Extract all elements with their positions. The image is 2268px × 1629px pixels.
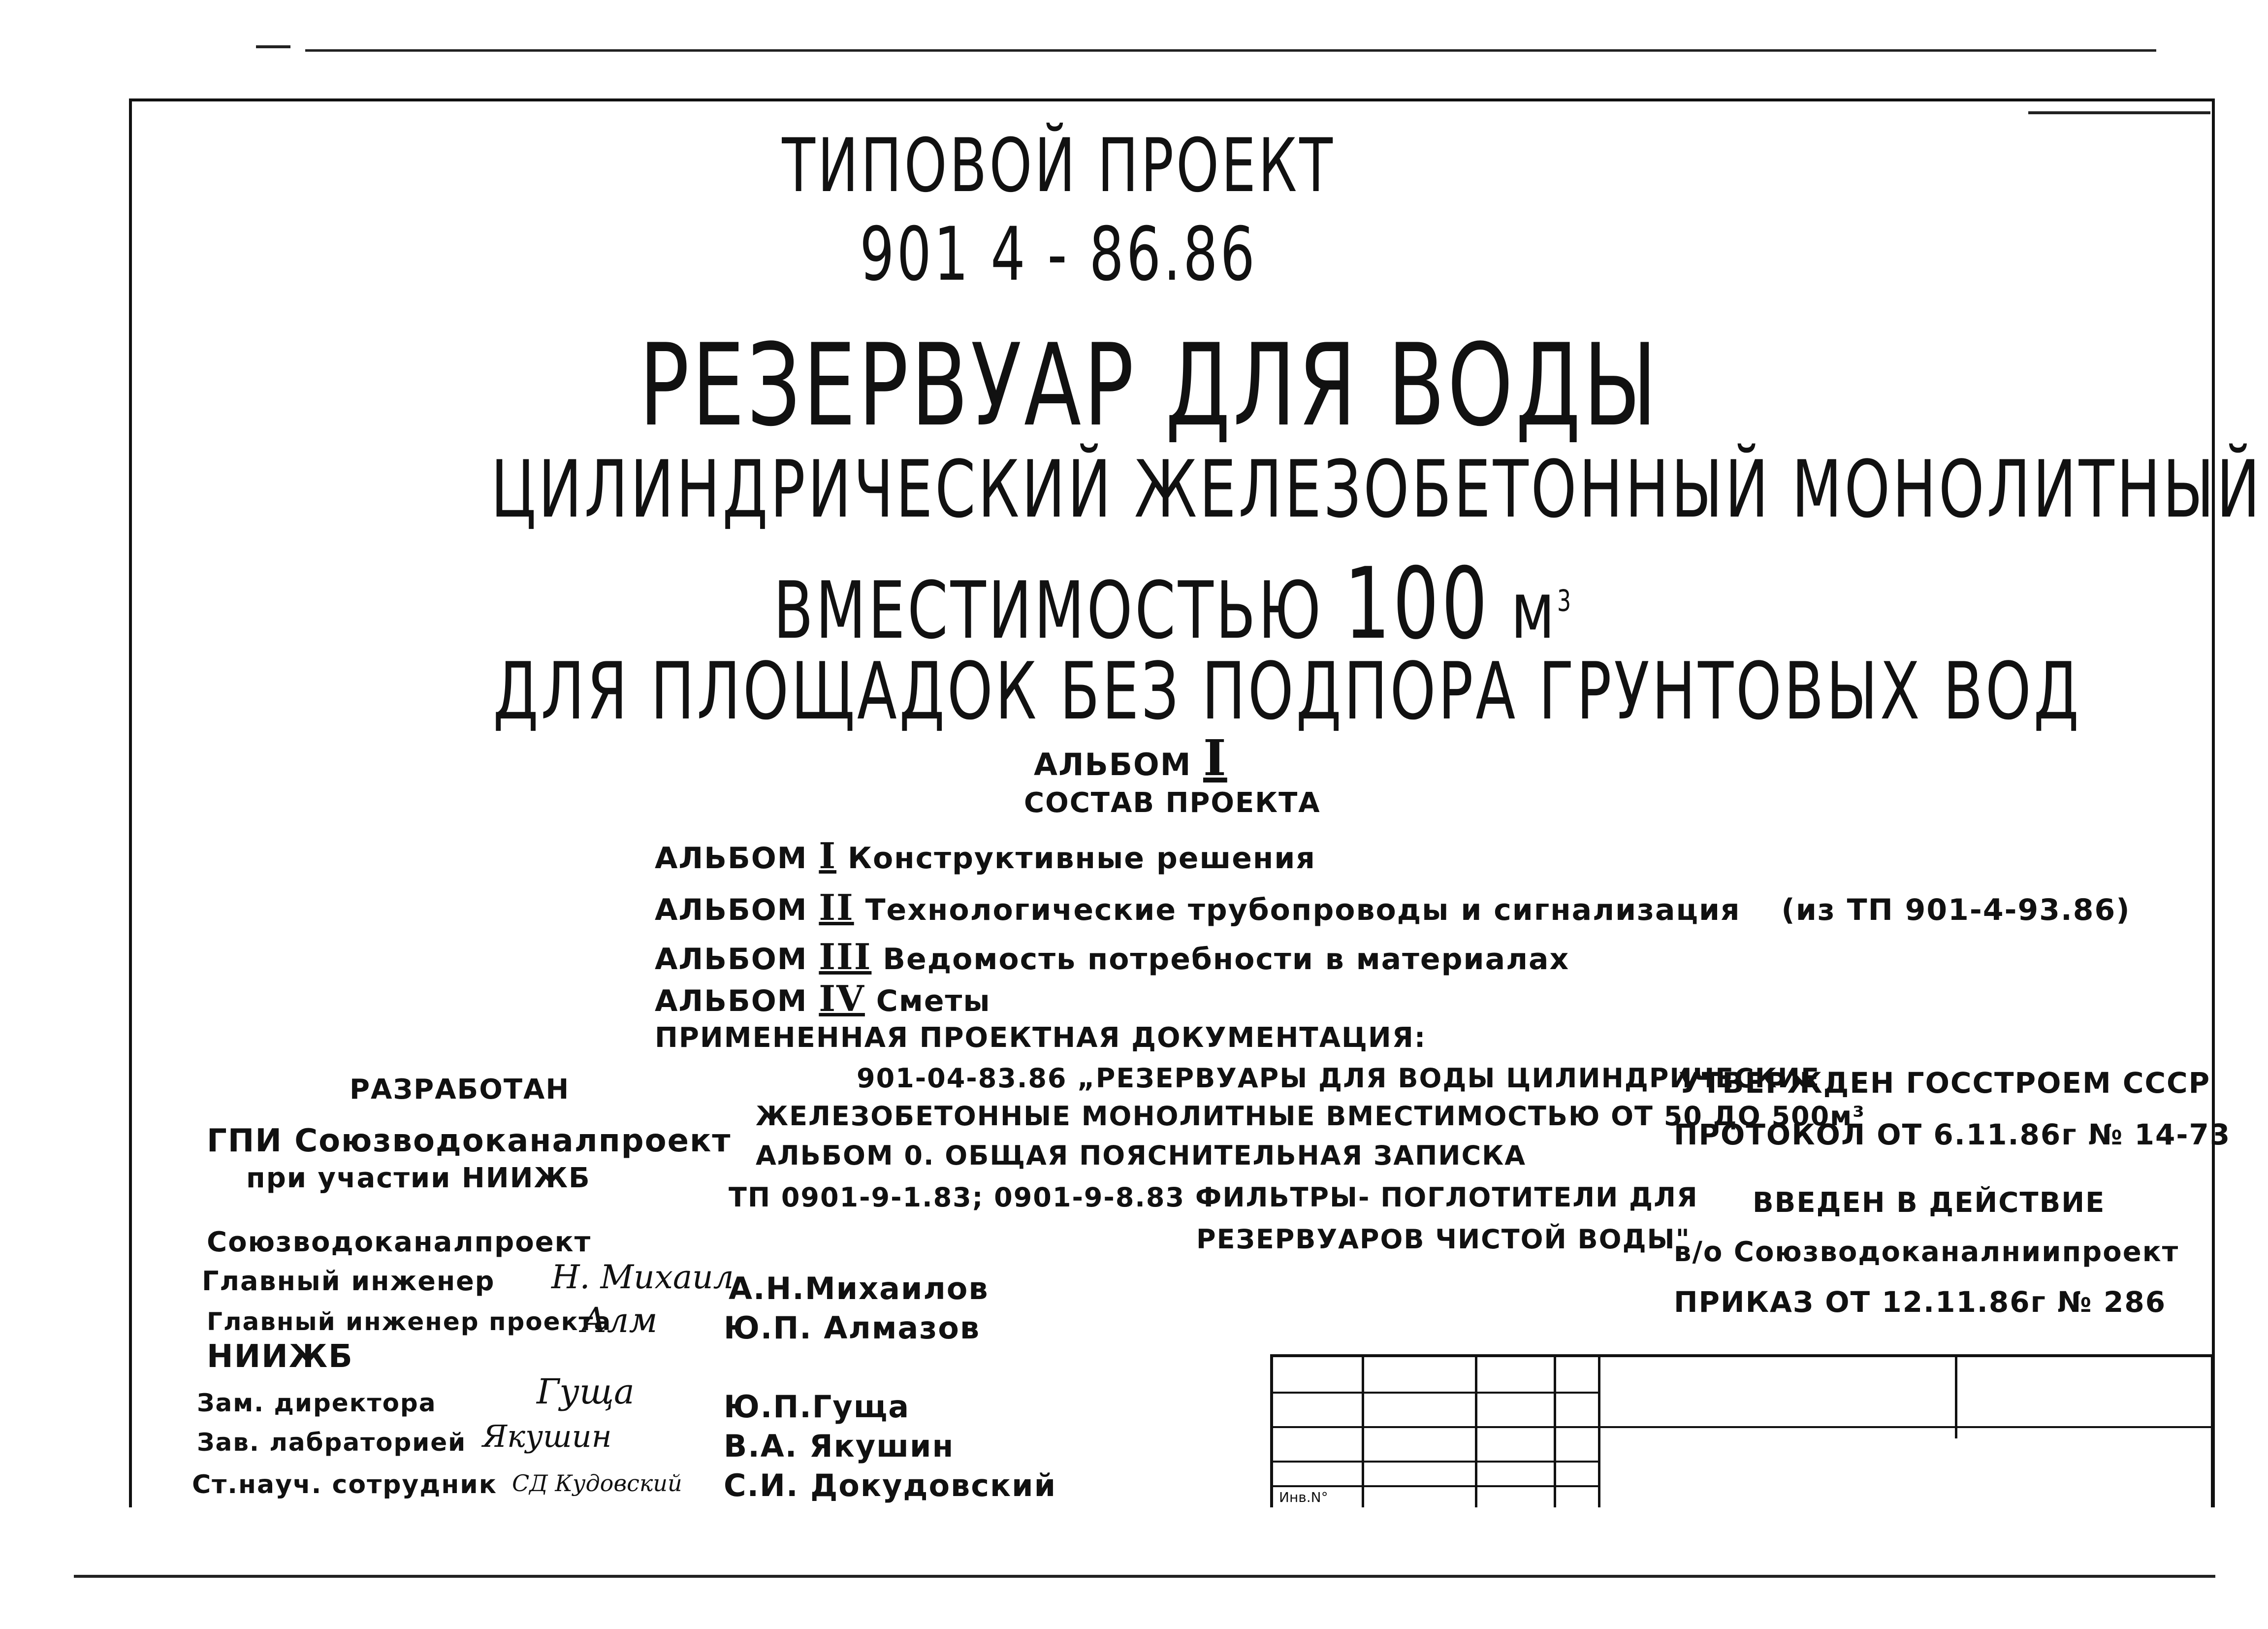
signature-role: Главный инженер <box>202 1266 495 1297</box>
signature-name: А.Н.Михаилов <box>729 1271 989 1306</box>
album-item: АЛЬБОМ I Конструктивные решения <box>655 835 1316 877</box>
bottom-edge-line <box>74 1575 2215 1578</box>
signature-name: Ю.П. Алмазов <box>724 1310 981 1346</box>
approval-line: ВВЕДЕН В ДЕЙСТВИЕ <box>1753 1187 2106 1219</box>
developer-heading: РАЗРАБОТАН <box>350 1074 570 1106</box>
applied-docs-line: ТП 0901-9-1.83; 0901-9-8.83 ФИЛЬТРЫ- ПОГЛОТИТЕЛИ ДЛЯ <box>729 1182 1698 1213</box>
capacity-unit: м <box>1511 564 1557 656</box>
handwritten-signature: СД Кудовский <box>512 1470 682 1497</box>
applied-docs-line: РЕЗЕРВУАРОВ ЧИСТОЙ ВОДЫ" <box>1196 1224 1691 1255</box>
signature-role: Зав. лабраторией <box>197 1428 467 1457</box>
approval-line: ПРИКАЗ ОТ 12.11.86г № 286 <box>1674 1285 2167 1319</box>
handwritten-signature: Алм <box>581 1300 658 1340</box>
signature-name: В.А. Якушин <box>724 1428 955 1464</box>
handwritten-signature: Гуща <box>537 1371 635 1412</box>
developer-participation: при участии НИИЖБ <box>246 1162 591 1194</box>
signature-name: С.И. Докудовский <box>724 1467 1057 1503</box>
album-heading-number: I <box>1203 729 1227 787</box>
capacity-unit-exponent: 3 <box>1557 584 1574 619</box>
title-block-stamp <box>1270 1354 2214 1507</box>
document-subtitle-2 <box>773 547 1574 661</box>
project-number: 901 4 - 86.86 <box>860 212 1257 297</box>
capacity-volume: 100 <box>1344 547 1490 661</box>
signature-name: Ю.П.Гуща <box>724 1389 910 1425</box>
capacity-label: ВМЕСТИМОСТЬЮ <box>773 564 1323 656</box>
applied-docs-line: АЛЬБОМ 0. ОБЩАЯ ПОЯСНИТЕЛЬНАЯ ЗАПИСКА <box>756 1140 1527 1171</box>
inventory-number-label: Инв.N° <box>1279 1489 1328 1505</box>
top-edge-line <box>305 49 2156 52</box>
document-title: РЕЗЕРВУАР ДЛЯ ВОДЫ <box>639 320 1660 452</box>
signatures-org-2: НИИЖБ <box>207 1338 353 1375</box>
document-subtitle-1: ЦИЛИНДРИЧЕСКИЙ ЖЕЛЕЗОБЕТОННЫЙ МОНОЛИТНЫЙ <box>491 443 2263 535</box>
approval-line: в/о Союзводоканалниипроект <box>1674 1236 2179 1268</box>
album-item: АЛЬБОМ III Ведомость потребности в материалах <box>655 936 1570 977</box>
applied-docs-heading: ПРИМЕНЕННАЯ ПРОЕКТНАЯ ДОКУМЕНТАЦИЯ: <box>655 1022 1427 1054</box>
handwritten-signature: Якушин <box>482 1418 612 1454</box>
top-edge-line-left <box>256 45 290 48</box>
composition-heading: СОСТАВ ПРОЕКТА <box>1024 787 1321 819</box>
album-item: АЛЬБОМ II Технологические трубопроводы и сигнализация (из ТП 901-4-93.86) <box>655 886 2131 928</box>
album-heading: АЛЬБОМ I <box>1034 729 1227 787</box>
approval-line: ПРОТОКОЛ ОТ 6.11.86г № 14-73 <box>1674 1118 2231 1151</box>
signature-role: Главный инженер проекта <box>207 1307 612 1336</box>
handwritten-signature: Н. Михаил <box>551 1258 734 1296</box>
project-type: ТИПОВОЙ ПРОЕКТ <box>782 123 1335 209</box>
applied-docs-line: ЖЕЛЕЗОБЕТОННЫЕ МОНОЛИТНЫЕ ВМЕСТИМОСТЬЮ ОТ 50 ДО 500м³ <box>756 1101 1865 1132</box>
signature-role: Зам. директора <box>197 1389 437 1417</box>
signature-role: Ст.науч. сотрудник <box>192 1470 497 1499</box>
approval-line: УТВЕРЖДЕН ГОССТРОЕМ СССР <box>1679 1066 2211 1100</box>
document-subtitle-3: ДЛЯ ПЛОЩАДОК БЕЗ ПОДПОРА ГРУНТОВЫХ ВОД <box>493 645 2081 737</box>
developer-org: ГПИ Союзводоканалпроект <box>207 1123 732 1159</box>
applied-docs-line: 901-04-83.86 „РЕЗЕРВУАРЫ ДЛЯ ВОДЫ ЦИЛИНДРИЧЕСКИЕ <box>857 1063 1820 1094</box>
signatures-org-1: Союзводоканалпроект <box>207 1226 592 1258</box>
album-item: АЛЬБОМ IV Сметы <box>655 977 991 1019</box>
